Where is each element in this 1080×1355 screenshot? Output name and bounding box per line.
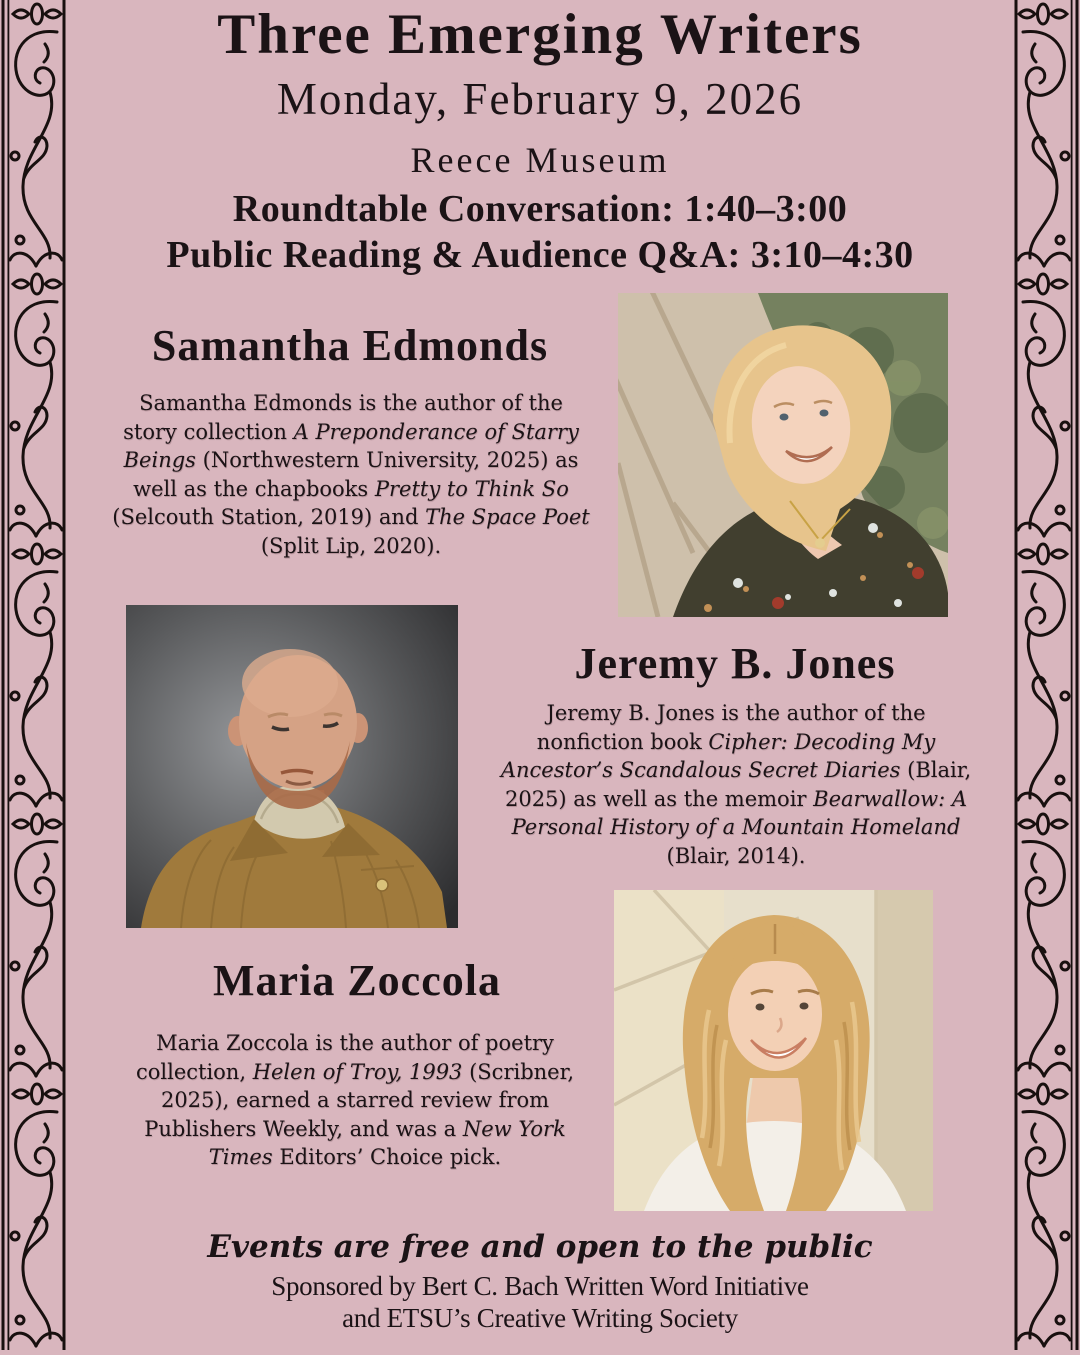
author-name-maria-zoccola: Maria Zoccola <box>213 956 501 1005</box>
author-name-jeremy-b-jones: Jeremy B. Jones <box>574 639 896 688</box>
session-public-reading: Public Reading & Audience Q&A: 3:10–4:30 <box>166 234 914 276</box>
photo-jeremy-b-jones <box>126 605 458 928</box>
sponsor-line-1: Sponsored by Bert C. Bach Written Word Initiative <box>271 1271 809 1301</box>
session-roundtable: Roundtable Conversation: 1:40–3:00 <box>232 188 848 230</box>
author-bio-maria-zoccola: Maria Zoccola is the author of poetry collection, Helen of Troy, 1993 (Scribner, 2025), earned a starred review from Publishers Weekly, and was a New York Times Editors’ Choice pick. <box>135 1031 574 1169</box>
author-bio-jeremy-b-jones: Jeremy B. Jones is the author of the nonfiction book Cipher: Decoding My Ancestor’s Scandalous Secret Diaries (Blair, 2025) as well as the memoir Bearwallow: A Personal History of a Mountain Homeland (Blair, 2014). <box>500 701 972 868</box>
photo-samantha-edmonds <box>618 293 948 617</box>
admission-note: Events are free and open to the public <box>207 1229 873 1265</box>
photo-maria-zoccola <box>614 890 933 1211</box>
poster-title: Three Emerging Writers <box>217 3 863 66</box>
portrait-samantha-illustration <box>618 293 948 617</box>
portrait-jeremy-illustration <box>126 605 458 928</box>
portrait-maria-illustration <box>614 890 933 1211</box>
sponsor-line-2: and ETSU’s Creative Writing Society <box>342 1303 738 1333</box>
author-name-samantha-edmonds: Samantha Edmonds <box>151 321 549 370</box>
event-venue: Reece Museum <box>410 140 670 180</box>
author-bio-samantha-edmonds: Samantha Edmonds is the author of the story collection A Preponderance of Starry Beings (Northwestern University, 2025) as well as the chapbooks Pretty to Think So (Selcouth Station, 2019) and The Space Poet (Split Lip, 2020). <box>112 391 590 558</box>
event-date: Monday, February 9, 2026 <box>276 74 804 124</box>
